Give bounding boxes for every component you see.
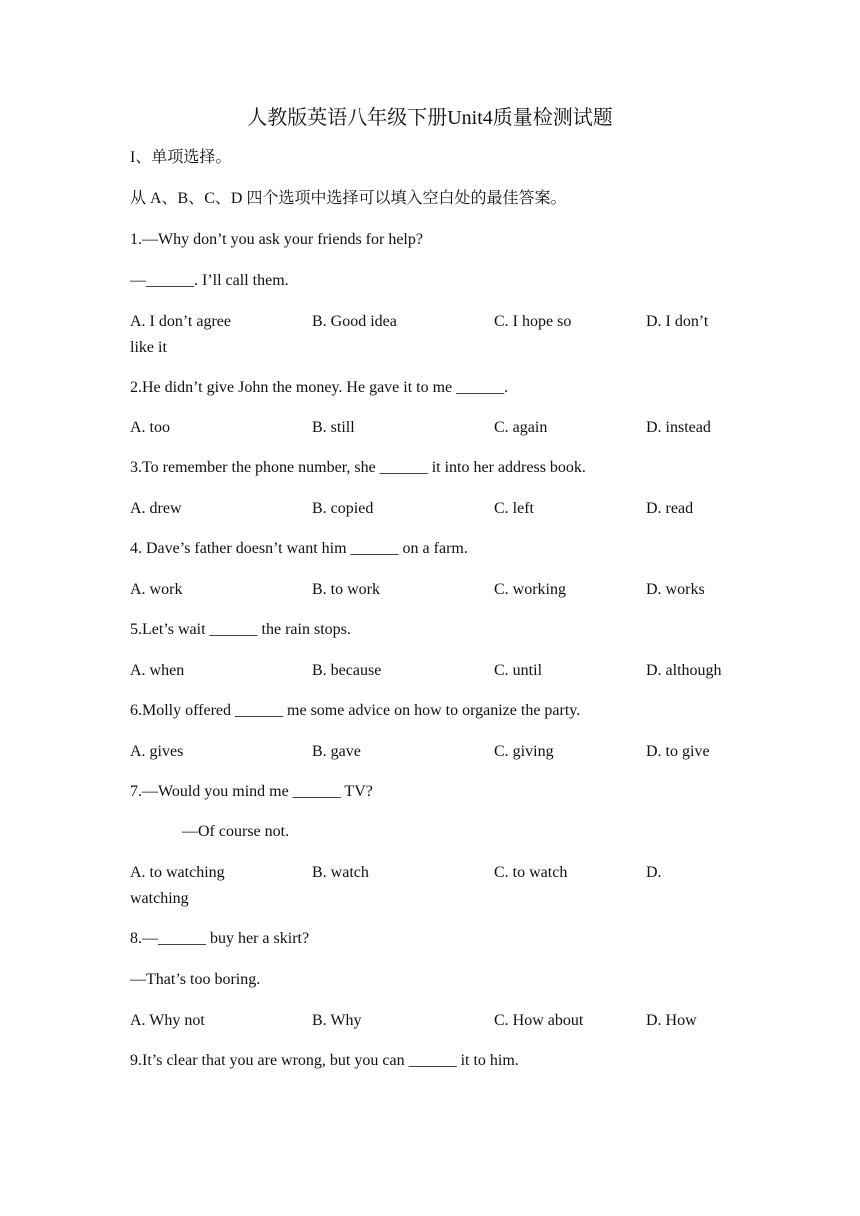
question-7-option-d-wrap: watching [130, 890, 189, 907]
question-1-stem: 1.—Why don’t you ask your friends for help? [130, 231, 423, 248]
question-7-option-d: D. [646, 864, 662, 881]
question-1-option-a: A. I don’t agree [130, 313, 231, 330]
question-7-stem: 7.—Would you mind me ______ TV? [130, 783, 373, 800]
question-1-option-d: D. I don’t [646, 313, 709, 330]
question-4-option-d: D. works [646, 581, 705, 598]
question-2-stem: 2.He didn’t give John the money. He gave it to me ______. [130, 379, 509, 396]
question-1-option-c: C. I hope so [494, 313, 572, 330]
question-3-option-d: D. read [646, 500, 694, 517]
question-2-option-d: D. instead [646, 419, 711, 436]
question-5-option-a: A. when [130, 662, 185, 679]
question-1-option-d-wrap: like it [130, 339, 167, 356]
question-8-stem: 8.—______ buy her a skirt? [130, 930, 310, 947]
question-3-option-c: C. left [494, 500, 534, 517]
question-8-option-c: C. How about [494, 1012, 584, 1029]
question-6-option-c: C. giving [494, 743, 554, 760]
question-6-option-a: A. gives [130, 743, 184, 760]
question-7-option-a: A. to watching [130, 864, 225, 881]
question-8-option-a: A. Why not [130, 1012, 205, 1029]
question-5-option-b: B. because [312, 662, 382, 679]
question-5-stem: 5.Let’s wait ______ the rain stops. [130, 621, 351, 638]
question-8-option-b: B. Why [312, 1012, 362, 1029]
question-4-option-c: C. working [494, 581, 566, 598]
section-heading: I、单项选择。 [130, 149, 232, 166]
question-4-option-a: A. work [130, 581, 183, 598]
question-6-stem: 6.Molly offered ______ me some advice on how to organize the party. [130, 702, 581, 719]
question-7-option-c: C. to watch [494, 864, 568, 881]
question-6-option-b: B. gave [312, 743, 361, 760]
question-1-reply: —______. I’ll call them. [130, 272, 289, 289]
question-3-option-b: B. copied [312, 500, 374, 517]
question-2-option-b: B. still [312, 419, 355, 436]
question-9-stem: 9.It’s clear that you are wrong, but you can ______ it to him. [130, 1052, 519, 1069]
question-3-stem: 3.To remember the phone number, she ______ it into her address book. [130, 459, 586, 476]
question-3-option-a: A. drew [130, 500, 182, 517]
question-2-option-c: C. again [494, 419, 548, 436]
question-8-option-d: D. How [646, 1012, 697, 1029]
instruction-text: 从 A、B、C、D 四个选项中选择可以填入空白处的最佳答案。 [130, 190, 567, 207]
question-4-option-b: B. to work [312, 581, 380, 598]
question-7-reply: —Of course not. [182, 823, 290, 840]
question-6-option-d: D. to give [646, 743, 710, 760]
question-5-option-c: C. until [494, 662, 543, 679]
question-5-option-d: D. although [646, 662, 722, 679]
question-8-reply: —That’s too boring. [130, 971, 261, 988]
question-2-option-a: A. too [130, 419, 170, 436]
question-1-option-b: B. Good idea [312, 313, 397, 330]
question-7-option-b: B. watch [312, 864, 369, 881]
page-title: 人教版英语八年级下册Unit4质量检测试题 [247, 107, 613, 129]
question-4-stem: 4. Dave’s father doesn’t want him ______ on a farm. [130, 540, 468, 557]
